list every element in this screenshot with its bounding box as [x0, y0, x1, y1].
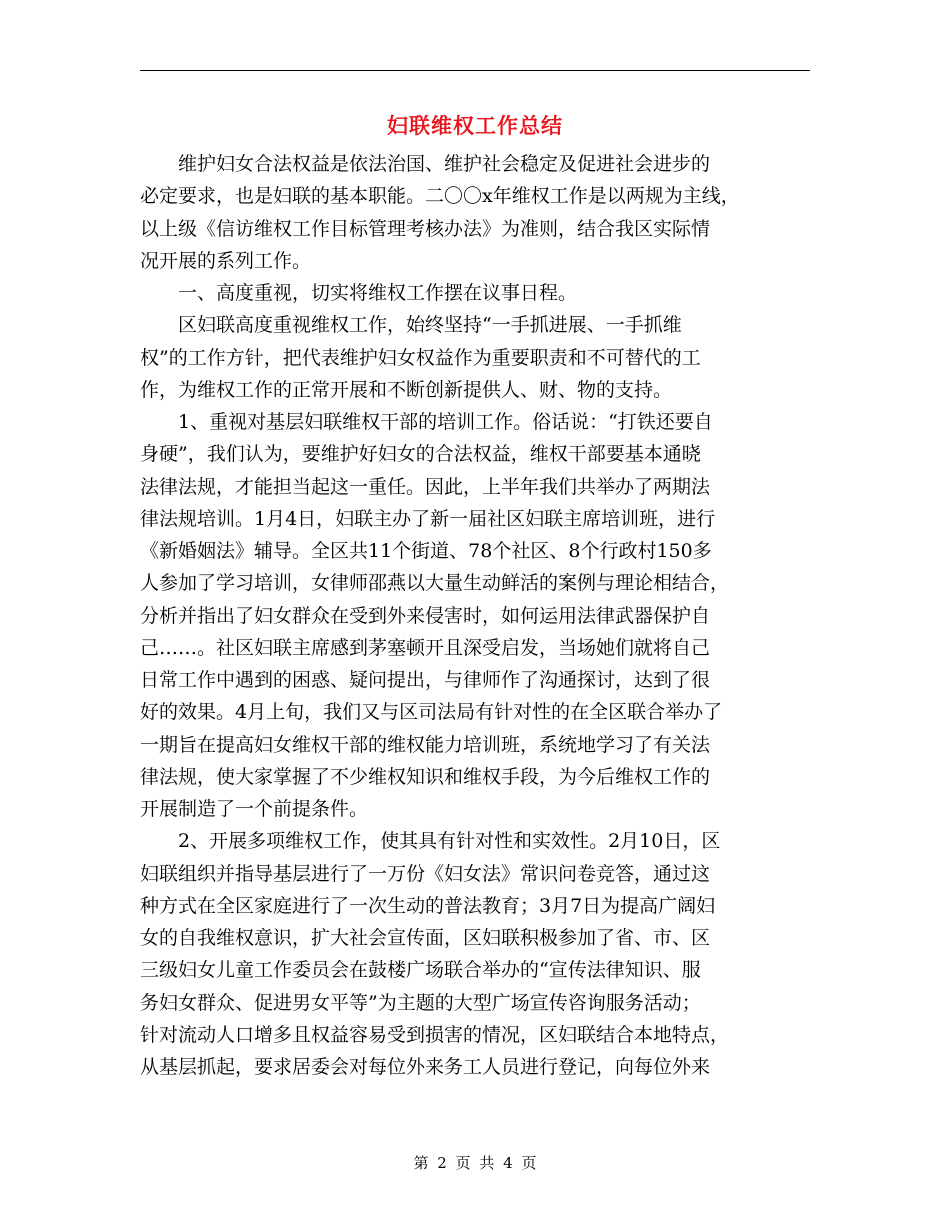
page-number: 第 2 页 共 4 页: [413, 1154, 537, 1172]
text-line: 1、重视对基层妇联维权干部的培训工作。俗话说：“打铁还要自: [140, 411, 713, 433]
text-line: 必定要求，也是妇联的基本职能。二〇〇x年维权工作是以两规为主线，: [140, 185, 740, 208]
text-line: 一、高度重视，切实将维权工作摆在议事日程。: [140, 282, 578, 304]
text-line: 好的效果。4月上旬，我们又与区司法局有针对性的在全区联合举办了: [140, 701, 723, 724]
text-line: 身硬”，我们认为，要维护好妇女的合法权益，维权干部要基本通晓: [140, 443, 701, 466]
text-line: 三级妇女儿童工作委员会在鼓楼广场联合举办的“宣传法律知识、服: [140, 959, 701, 982]
text-line: 分析并指出了妇女群众在受到外来侵害时，如何运用法律武器保护自: [140, 604, 711, 627]
text-line: 作，为维权工作的正常开展和不断创新提供人、财、物的支持。: [140, 378, 673, 401]
text-line: 况开展的系列工作。: [140, 249, 312, 272]
document-title: 妇联维权工作总结: [387, 113, 563, 138]
text-line: 以上级《信访维权工作目标管理考核办法》为准则，结合我区实际情: [140, 217, 711, 240]
text-line: 务妇女群众、促进男女平等”为主题的大型广场宣传咨询服务活动；: [140, 991, 701, 1014]
text-line: 律法规培训。1月4日，妇联主办了新一届社区妇联主席培训班，进行: [140, 507, 716, 530]
text-line: 妇联组织并指导基层进行了一万份《妇女法》常识问卷竞答，通过这: [140, 862, 711, 885]
text-line: 种方式在全区家庭进行了一次生动的普法教育；3月7日为提高广阔妇: [140, 894, 716, 917]
text-line: 针对流动人口增多且权益容易受到损害的情况，区妇联结合本地特点，: [140, 1023, 730, 1046]
text-line: 一期旨在提高妇女维权干部的维权能力培训班，系统地学习了有关法: [140, 733, 711, 756]
text-line: 权”的工作方针，把代表维护妇女权益作为重要职责和不可替代的工: [140, 346, 701, 369]
text-line: 2、开展多项维权工作，使其具有针对性和实效性。2月10日，区: [140, 830, 721, 853]
document-body: [140, 148, 810, 1083]
header-rule: [140, 70, 810, 71]
text-line: 区妇联高度重视维权工作，始终坚持“一手抓进展、一手抓维: [140, 314, 682, 337]
text-line: 法律法规，才能担当起这一重任。因此，上半年我们共举办了两期法: [140, 475, 711, 498]
text-line: 开展制造了一个前提条件。: [140, 798, 369, 820]
text-line: 维护妇女合法权益是依法治国、维护社会稳定及促进社会进步的: [140, 153, 711, 175]
text-line: 律法规，使大家掌握了不少维权知识和维权手段，为今后维权工作的: [140, 765, 711, 788]
text-line: 己……。社区妇联主席感到茅塞顿开且深受启发，当场她们就将自己: [140, 636, 711, 659]
text-line: 人参加了学习培训，女律师邵燕以大量生动鲜活的案例与理论相结合，: [140, 572, 730, 595]
text-line: 日常工作中遇到的困惑、疑问提出，与律师作了沟通探讨，达到了很: [140, 669, 711, 691]
text-line: 女的自我维权意识，扩大社会宣传面，区妇联积极参加了省、市、区: [140, 927, 711, 949]
text-line: 《新婚姻法》辅导。全区共11个街道、78个社区、8个行政村150多: [140, 540, 712, 562]
text-line: 从基层抓起，要求居委会对每位外来务工人员进行登记，向每位外来: [140, 1056, 711, 1078]
